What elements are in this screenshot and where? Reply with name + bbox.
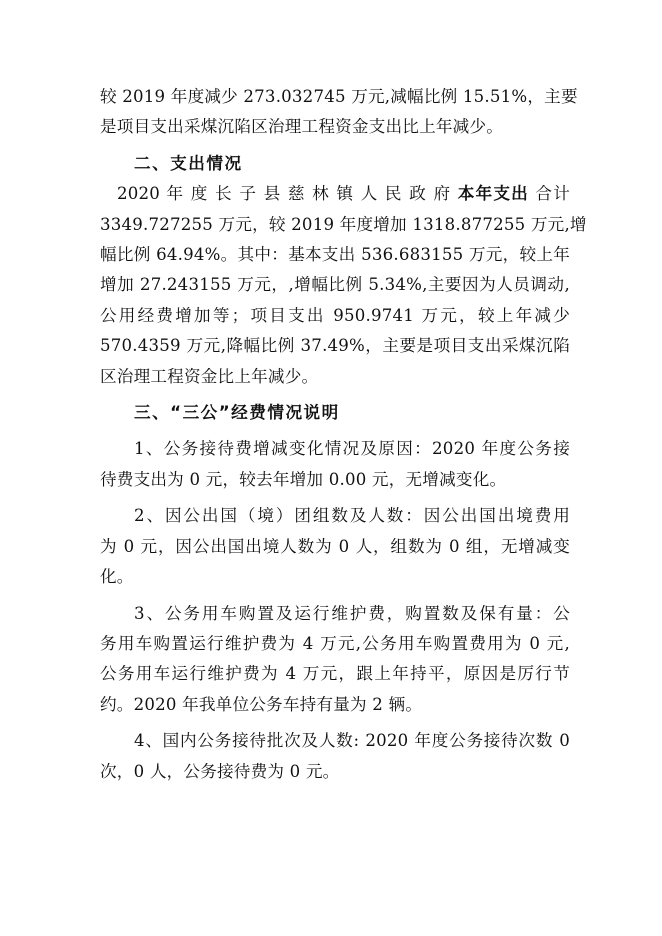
expenditure-line: 公用经费增加等；项目支出 950.9741 万元，较上年减少 <box>100 305 570 325</box>
item-line: 务用车购置运行维护费为 4 万元,公务用车购置费用为 0 元, <box>100 633 570 653</box>
item-line: 化。 <box>100 567 134 587</box>
item-line: 2、因公出国（境）团组数及人数：因公出国出境费用 <box>134 506 570 526</box>
expenditure-line: 3349.727255 万元，较 2019 年度增加 1318.877255 万元,增 <box>100 214 587 234</box>
item-line: 为 0 元，因公出国出境人数为 0 人，组数为 0 组，无增减变 <box>100 536 570 556</box>
intro-paragraph <box>100 82 578 143</box>
section-heading-three-public: 三、“三公”经费情况说明 <box>134 403 340 423</box>
intro-line: 是项目支出采煤沉陷区治理工程资金支出比上年减少。 <box>100 117 504 137</box>
item-line: 待费支出为 0 元，较去年增加 0.00 元，无增减变化。 <box>100 469 507 489</box>
item-line: 3、公务用车购置及运行维护费，购置数及保有量：公 <box>134 603 570 623</box>
expenditure-line: 幅比例 64.94%。其中：基本支出 536.683155 万元，较上年 <box>100 245 570 265</box>
item-official-vehicles <box>100 599 570 721</box>
section-heading-expenditure: 二、支出情况 <box>134 153 243 173</box>
item-domestic-reception <box>100 726 570 787</box>
expenditure-paragraph <box>100 179 587 392</box>
item-overseas-travel <box>100 501 570 592</box>
expenditure-line-suffix: 合计 <box>528 184 571 204</box>
intro-line: 较 2019 年度减少 273.032745 万元,减幅比例 15.51%，主要 <box>100 87 578 106</box>
item-line: 4、国内公务接待批次及人数: 2020 年度公务接待次数 0 <box>134 731 570 751</box>
expenditure-line: 570.4359 万元,降幅比例 37.49%，主要是项目支出采煤沉陷 <box>100 336 570 356</box>
expenditure-line-prefix: 2020 年 度 长 子 县 慈 林 镇 人 民 政 府 <box>117 184 458 204</box>
item-line: 公务用车运行维护费为 4 万元，跟上年持平，原因是厉行节 <box>100 664 570 684</box>
expenditure-first-line <box>100 179 570 209</box>
item-line: 次，0 人，公务接待费为 0 元。 <box>100 761 340 781</box>
item-line: 约。2020 年我单位公务车持有量为 2 辆。 <box>100 694 423 714</box>
item-line: 1、公务接待费增减变化情况及原因：2020 年度公务接 <box>134 439 570 459</box>
expenditure-line: 区治理工程资金比上年减少。 <box>100 366 319 386</box>
expenditure-line: 增加 27.243155 万元，,增幅比例 5.34%,主要因为人员调动, <box>100 275 570 295</box>
expenditure-keyword: 本年支出 <box>457 184 529 204</box>
document-page <box>100 82 587 787</box>
item-reception-expense <box>100 434 570 495</box>
